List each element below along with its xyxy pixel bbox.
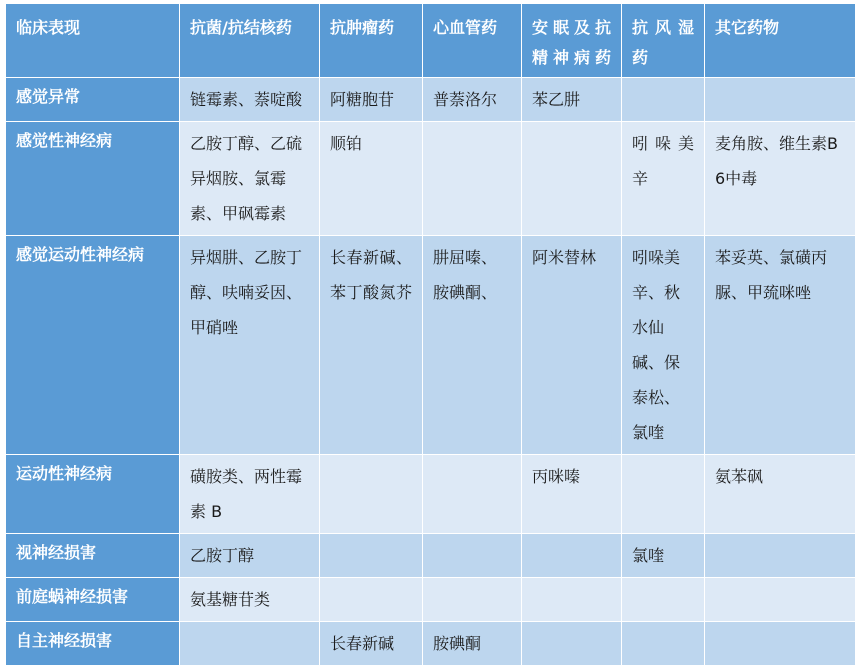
table-cell: 阿米替林 (522, 236, 622, 455)
table-cell (622, 622, 705, 666)
table-cell (705, 578, 856, 622)
row-label: 感觉性神经病 (6, 122, 180, 236)
table-cell: 链霉素、萘啶酸 (180, 78, 320, 122)
table-cell (423, 122, 522, 236)
table-row (6, 622, 856, 666)
table-row (6, 578, 856, 622)
table-cell: 普萘洛尔 (423, 78, 522, 122)
drug-neuropathy-table (5, 3, 856, 666)
header-antitumor: 抗肿瘤药 (320, 4, 423, 78)
table-cell (705, 534, 856, 578)
table-cell: 肼屈嗪、胺碘酮、 (423, 236, 522, 455)
table-cell: 氨基糖苷类 (180, 578, 320, 622)
table-cell (522, 622, 622, 666)
header-antibacterial-antituberculosis: 抗菌/抗结核药 (180, 4, 320, 78)
table-row (6, 534, 856, 578)
table-cell (522, 122, 622, 236)
table-cell (622, 455, 705, 534)
table-cell (320, 455, 423, 534)
table-cell: 阿糖胞苷 (320, 78, 423, 122)
table-cell: 长春新碱、苯丁酸氮芥 (320, 236, 423, 455)
row-label: 前庭蜗神经损害 (6, 578, 180, 622)
table-cell (320, 578, 423, 622)
table-row (6, 122, 856, 236)
header-sedative-antipsychotic: 安眠及抗精神病药 (522, 4, 622, 78)
header-row (6, 4, 856, 78)
table-cell (522, 578, 622, 622)
table-cell (522, 534, 622, 578)
table-cell: 麦角胺、维生素B6中毒 (705, 122, 856, 236)
table-cell (320, 534, 423, 578)
table-cell (622, 578, 705, 622)
table-cell (423, 455, 522, 534)
row-label: 自主神经损害 (6, 622, 180, 666)
table-cell: 异烟肼、乙胺丁醇、呋喃妥因、甲硝唑 (180, 236, 320, 455)
table-cell: 乙胺丁醇、乙硫异烟胺、氯霉素、甲砜霉素 (180, 122, 320, 236)
table-row (6, 455, 856, 534)
table-cell: 胺碘酮 (423, 622, 522, 666)
table-row (6, 78, 856, 122)
table-cell: 氨苯砜 (705, 455, 856, 534)
table-row (6, 236, 856, 455)
table-cell (622, 78, 705, 122)
table-cell: 长春新碱 (320, 622, 423, 666)
table-cell: 吲哚美辛、秋水仙碱、保泰松、氯喹 (622, 236, 705, 455)
table-cell: 磺胺类、两性霉素 B (180, 455, 320, 534)
table-cell (705, 622, 856, 666)
row-label: 感觉异常 (6, 78, 180, 122)
table-cell (705, 78, 856, 122)
header-clinical-manifestation: 临床表现 (6, 4, 180, 78)
row-label: 视神经损害 (6, 534, 180, 578)
header-cardiovascular: 心血管药 (423, 4, 522, 78)
header-antirheumatic: 抗风湿药 (622, 4, 705, 78)
table-cell: 氯喹 (622, 534, 705, 578)
table-cell: 苯妥英、氯磺丙脲、甲巯咪唑 (705, 236, 856, 455)
table-cell: 苯乙肼 (522, 78, 622, 122)
row-label: 感觉运动性神经病 (6, 236, 180, 455)
table-cell (423, 578, 522, 622)
table-cell: 顺铂 (320, 122, 423, 236)
table-cell (423, 534, 522, 578)
table-cell: 丙咪嗪 (522, 455, 622, 534)
table-cell: 吲哚美辛 (622, 122, 705, 236)
table-cell: 乙胺丁醇 (180, 534, 320, 578)
table-cell (180, 622, 320, 666)
header-other-drugs: 其它药物 (705, 4, 856, 78)
row-label: 运动性神经病 (6, 455, 180, 534)
